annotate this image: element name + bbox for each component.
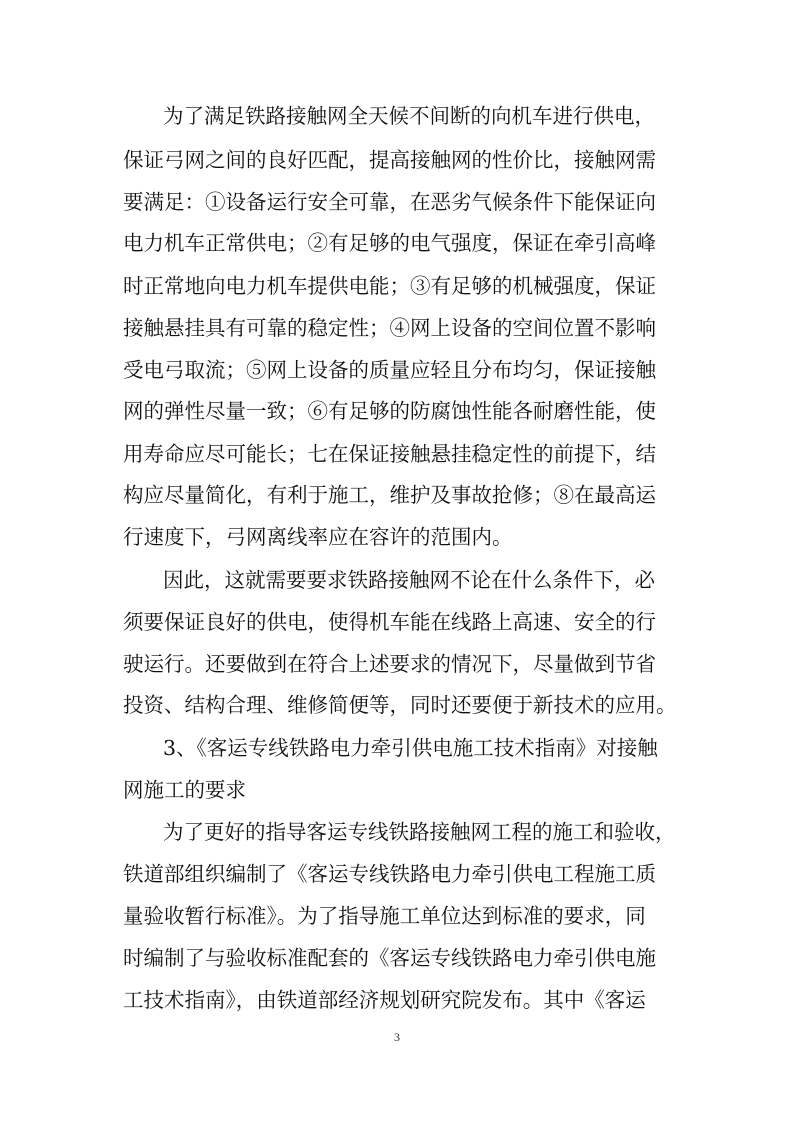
- paragraph-line: 驶运行。还要做到在符合上述要求的情况下，尽量做到节省: [123, 652, 656, 676]
- paragraph-line: 投资、结构合理、维修简便等，同时还要便于新技术的应用。: [123, 693, 677, 717]
- paragraph-line: 须要保证良好的供电，使得机车能在线路上高速、安全的行: [123, 610, 656, 634]
- paragraph-line: 为了满足铁路接触网全天候不间断的向机车进行供电，: [163, 104, 655, 128]
- paragraph-line: 时编制了与验收标准配套的《客运专线铁路电力牵引供电施: [123, 946, 656, 970]
- paragraph-line: 构应尽量简化，有利于施工，维护及事故抢修；⑧在最高运: [123, 483, 656, 507]
- paragraph-line: 要满足：①设备运行安全可靠，在恶劣气候条件下能保证向: [123, 190, 656, 214]
- paragraph-line: 量验收暂行标准》。为了指导施工单位达到标准的要求，同: [123, 904, 646, 928]
- paragraph-line: 受电弓取流；⑤网上设备的质量应轻且分布均匀，保证接触: [123, 358, 656, 382]
- paragraph-line: 工技术指南》，由铁道部经济规划研究院发布。其中《客运: [123, 988, 646, 1012]
- page-number: 3: [394, 1030, 400, 1044]
- paragraph-line: 网的弹性尽量一致；⑥有足够的防腐蚀性能各耐磨性能，使: [123, 399, 656, 423]
- paragraph-line: 保证弓网之间的良好匹配，提高接触网的性价比，接触网需: [123, 148, 656, 172]
- paragraph-line: 行速度下，弓网离线率应在容许的范围内。: [123, 525, 513, 549]
- paragraph-line: 电力机车正常供电；②有足够的电气强度，保证在牵引高峰: [123, 231, 656, 255]
- paragraph-line: 接触悬挂具有可靠的稳定性；④网上设备的空间位置不影响: [123, 316, 656, 340]
- paragraph-line: 用寿命应尽可能长；七在保证接触悬挂稳定性的前提下，结: [123, 442, 656, 466]
- paragraph-line: 时正常地向电力机车提供电能；③有足够的机械强度，保证: [123, 274, 656, 298]
- paragraph-line: 铁道部组织编制了《客运专线铁路电力牵引供电工程施工质: [123, 862, 656, 886]
- section-heading-line: 网施工的要求: [123, 778, 246, 802]
- paragraph-line: 为了更好的指导客运专线铁路接触网工程的施工和验收，: [163, 820, 676, 844]
- paragraph-line: 因此，这就需要要求铁路接触网不论在什么条件下，必: [163, 568, 655, 592]
- section-heading-line: 3、《客运专线铁路电力牵引供电施工技术指南》对接触: [163, 736, 658, 760]
